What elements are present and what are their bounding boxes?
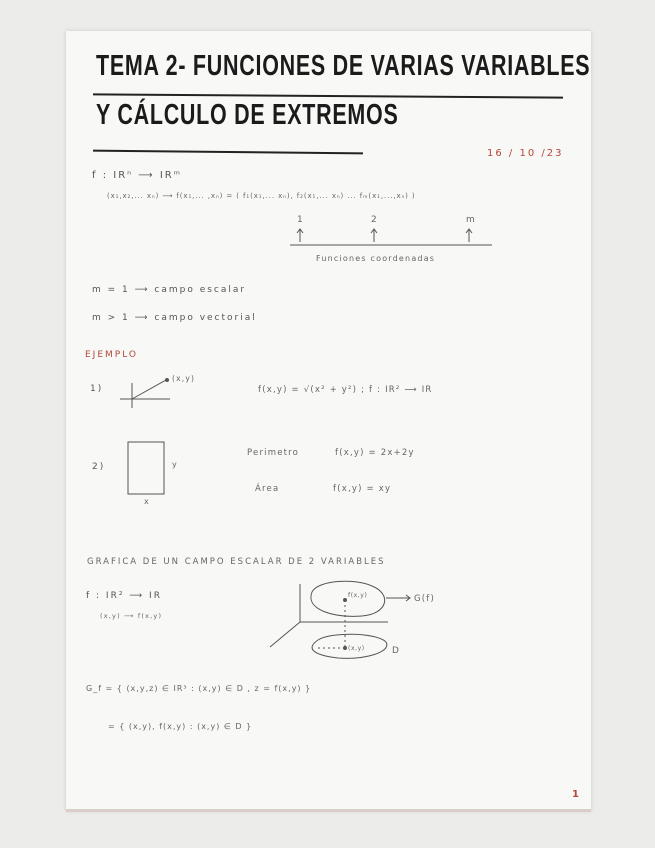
surface-point-label: f(x,y) bbox=[348, 592, 368, 599]
index-1: 1 bbox=[297, 215, 304, 225]
example-2-number: 2) bbox=[92, 462, 106, 472]
coordinate-arrows bbox=[290, 229, 492, 245]
graph-mapping: f : IR² ⟶ IR bbox=[86, 591, 162, 601]
area-formula: f(x,y) = xy bbox=[333, 484, 392, 494]
rectangle-side-y: y bbox=[172, 460, 178, 469]
graph-heading: GRAFICA DE UN CAMPO ESCALAR DE 2 VARIABLES bbox=[87, 557, 386, 567]
index-m: m bbox=[466, 215, 476, 225]
title-line-1: TEMA 2- FUNCIONES DE VARIAS VARIABLES bbox=[96, 50, 591, 82]
domain-label: D bbox=[392, 646, 401, 656]
mapping: f : IRⁿ ⟶ IRᵐ bbox=[92, 170, 182, 181]
surface-sketch bbox=[270, 581, 410, 658]
scalar-field-case: m = 1 ⟶ campo escalar bbox=[92, 285, 247, 295]
rectangle-side-x: x bbox=[144, 497, 150, 506]
page-number: 1 bbox=[572, 789, 579, 800]
graph-definition-line-2: = { (x,y), f(x,y) : (x,y) ∈ D } bbox=[108, 722, 253, 731]
example-1-point: (x,y) bbox=[172, 374, 196, 383]
perimeter-formula: f(x,y) = 2x+2y bbox=[335, 448, 415, 458]
domain-point-label: (x,y) bbox=[348, 645, 365, 652]
example-1-number: 1) bbox=[90, 384, 104, 394]
graph-definition-line-1: G_f = { (x,y,z) ∈ IR³ : (x,y) ∈ D , z = f(x,y) } bbox=[86, 684, 312, 693]
example-1-formula: f(x,y) = √(x² + y²) ; f : IR² ⟶ IR bbox=[258, 385, 433, 395]
rectangle-sketch bbox=[128, 442, 164, 494]
example-heading: EJEMPLO bbox=[85, 350, 138, 360]
graph-point-mapping: (x,y) ⟶ f(x,y) bbox=[100, 612, 163, 620]
vector-field-case: m > 1 ⟶ campo vectorial bbox=[92, 313, 257, 323]
title-line-2: Y CÁLCULO DE EXTREMOS bbox=[96, 99, 399, 131]
perimeter-label: Perimetro bbox=[247, 448, 300, 458]
vector-sketch bbox=[120, 379, 170, 409]
components: (x₁,x₂,... xₙ) ⟶ f(x₁,... ,xₙ) = ( f₁(x₁,... xₙ), f₂(x₁,... xₙ) ... fₘ(x₁,...,xₙ) ) bbox=[107, 192, 416, 200]
index-2: 2 bbox=[371, 215, 378, 225]
coordinate-functions-label: Funciones coordenadas bbox=[316, 254, 436, 263]
surface-graph-label: G(f) bbox=[414, 594, 436, 604]
area-label: Área bbox=[255, 484, 280, 494]
date: 16 / 10 /23 bbox=[487, 148, 564, 159]
